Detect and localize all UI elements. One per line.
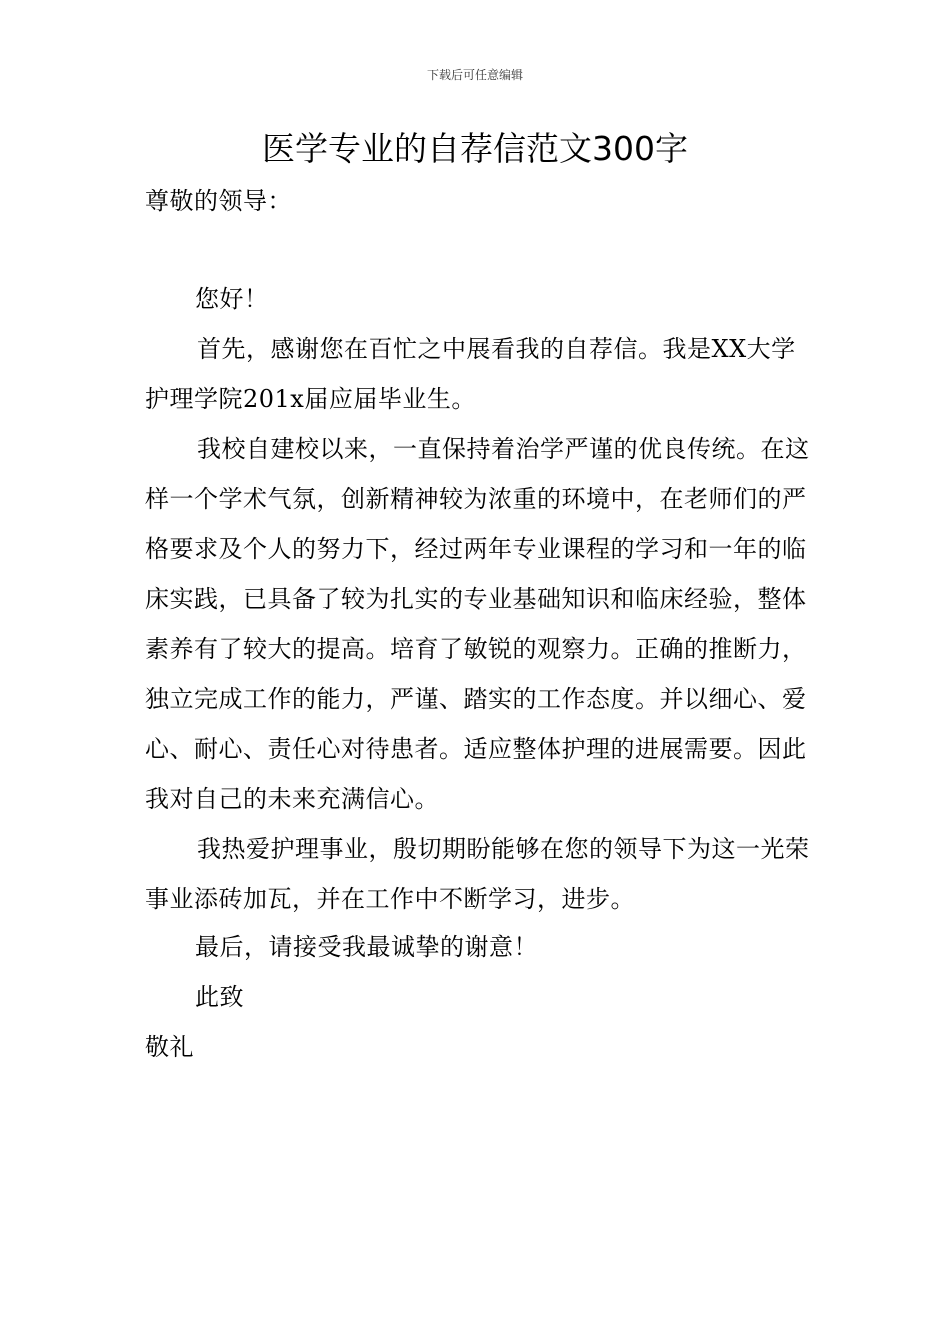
salutation: 尊敬的领导：: [145, 187, 292, 215]
paragraph-career: 我热爱护理事业，殷切期盼能够在您的领导下为这一光荣事业添砖加瓦，并在工作中不断学习，进步。: [145, 835, 810, 913]
greeting: 您好！: [195, 285, 269, 313]
paragraph-school: 我校自建校以来，一直保持着治学严谨的优良传统。在这样一个学术气氛，创新精神较为浓重的环境中，在老师们的严格要求及个人的努力下，经过两年专业课程的学习和一年的临床实践，已具备了较为扎实的专业基础知识和临床经验，整体素养有了较大的提高。培育了敏锐的观察力。正确的推断力，独立完成工作的能力，严谨、踏实的工作态度。并以细心、爱心、耐心、责任心对待患者。适应整体护理的进展需要。因此我对自己的未来充满信心。: [145, 435, 810, 813]
header-note: 下载后可任意编辑: [426, 68, 523, 82]
sign-off-jingli: 敬礼: [145, 1033, 194, 1061]
paragraph-intro: 首先，感谢您在百忙之中展看我的自荐信。我是XX大学护理学院201x届应届毕业生。: [145, 335, 796, 413]
closing-thanks: 最后，请接受我最诚挚的谢意！: [195, 933, 538, 961]
document-title: 医学专业的自荐信范文300字: [262, 129, 688, 168]
sign-off-cizhi: 此致: [195, 983, 244, 1011]
